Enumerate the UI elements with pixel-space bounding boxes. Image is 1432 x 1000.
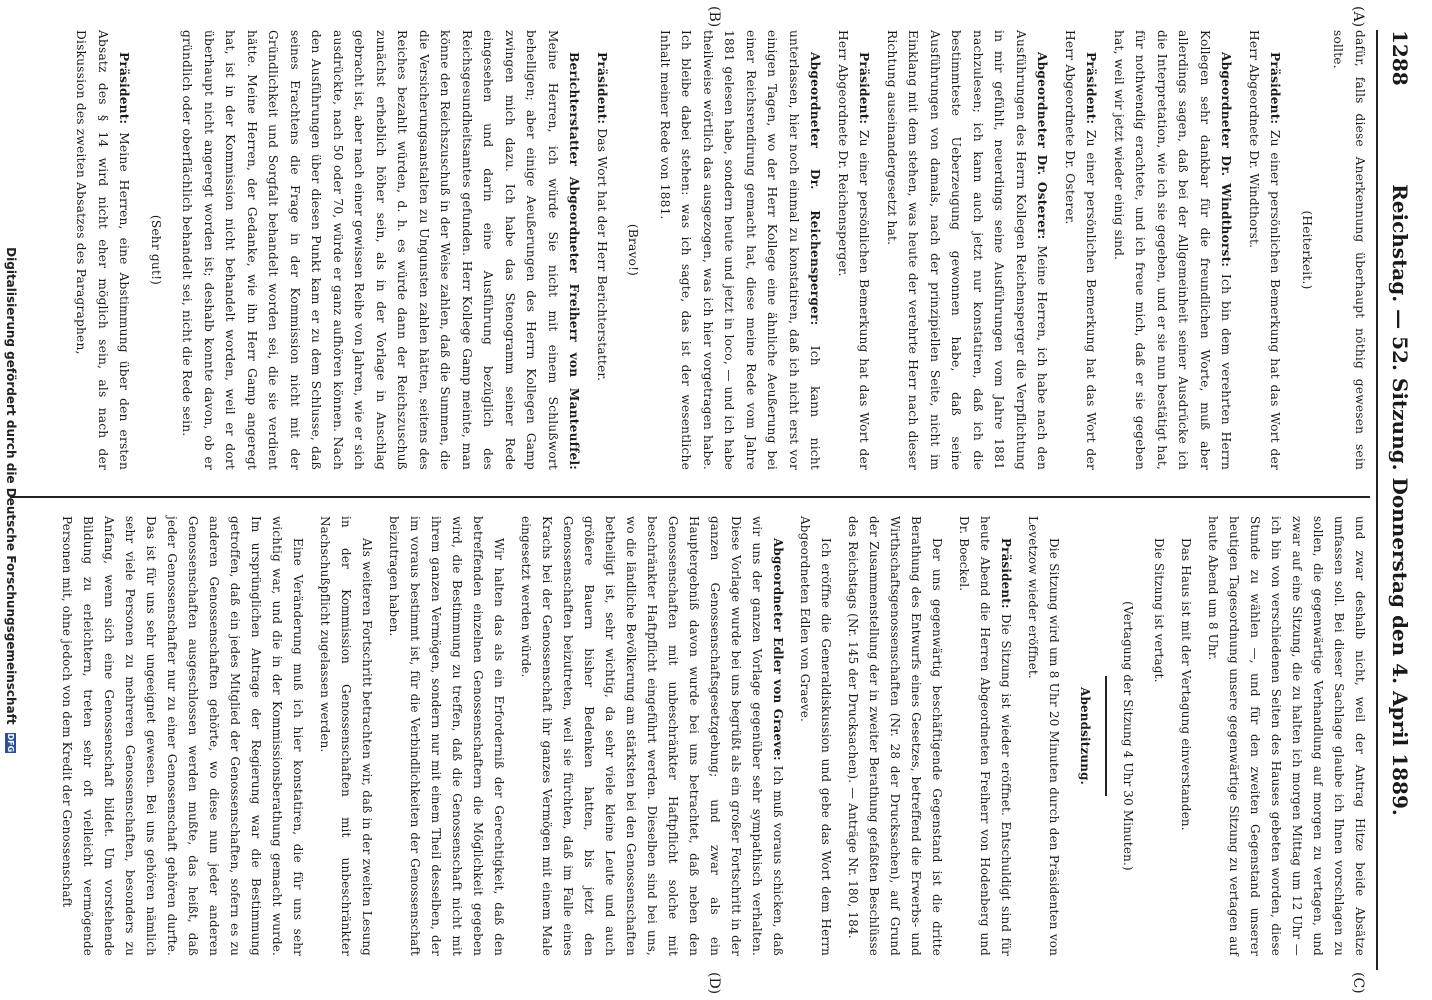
paragraph: [515, 516, 788, 956]
paragraph: [622, 30, 644, 470]
paragraph: [654, 30, 826, 470]
paragraph-text: Ich eröffne die Generaldiskussion und gebe das Wort dem Herrn Abgeordneten Edlen von Graeve.: [798, 516, 833, 956]
paragraph-text: Das Wort hat der Herr Berichterstatter.: [595, 128, 609, 382]
paragraph-text: Der uns gegenwärtig beschäftigende Gegenstand ist die dritte Berathung des Entwurfs eines Gesetzes, betreffend die Erwerbs- und Wirthschaftsgenossenschaften (Nr. 28 der Drucksachen), auf Grund der Zusammenstellung der in zweiter Berathung gefaßten Beschlüsse des Reichstags (Nr. 145 der Drucksachen). — Anträge Nr. 180, 184.: [846, 516, 944, 956]
paragraph-text: Als weiteren Fortschritt betrachten wir, daß in der zweiten Lesung in der Kommission Genossenschaften mit unbeschränkter Nachschußpflicht zugelassen werden.: [318, 516, 374, 956]
paragraph: [953, 516, 1016, 956]
paragraph: [1202, 516, 1370, 956]
paragraph: [176, 30, 585, 470]
dfg-logo-icon: DFG: [6, 733, 15, 753]
speaker-name: Abgeordneter Dr. Reichensperger:: [808, 52, 823, 326]
speaker-name: Präsident:: [117, 52, 132, 125]
paragraph-text: (Sehr gut!): [149, 214, 163, 286]
speaker-name: Abgeordneter Edler von Graeve:: [771, 538, 785, 761]
speaker-name: Präsident:: [595, 52, 609, 125]
paragraph-text: Eine Veränderung muß ich hier konstatiren, die für uns sehr wichtig war, und die in der Kommissionsberathung gemacht wurde. Im ursprünglichen Antrage der Regierung war die Bestimmung getroffen, daß ein jedes Mitglied der Genossenschaften, sofern es zu anderen Genossenschaften gehörte, wo diese nun jeder anderen Genossenschaften ausgeschlossen werden mußte, das heißt, daß jeder Genossenschafter nur zu einer Genossenschaft gehören durfte. Das ist für uns sehr ungeeignet gewesen. Bei uns gehören nämlich sehr viele Personen zu mehreren Genossenschaften, besonders zu Anfang, wenn sich eine Genossenschaft bildet. Um vorstehende Bildung zu erleichtern, treten sehr oft vielleicht vermögende Personen mit, ohne jedoch von dem Kredit der Genossenschaft: [60, 516, 305, 956]
paragraph: [1148, 516, 1169, 956]
paragraph: [56, 516, 308, 956]
paragraph: [1059, 30, 1102, 470]
paragraph-text: und zwar deshalb nicht, weil der Antrag Hitze beide Absätze umfassen soll. Bei dieser Sachlage glaube ich Ihnen vorschlagen zu sollen, die gegenwärtige Verhandlung auf morgen zu vertagen, und zwar auf eine Sitzung, die zu halten ich morgen Mittag um 12 Uhr — ich bin von verschiedenen Seiten des Hauses gebeten worden, diese Stunde zu wählen —, und für den zweiten Gegenstand unserer heutigen Tagesordnung unsere gegenwärtige Sitzung zu vertagen auf heute Abend um 8 Uhr.: [1206, 516, 1367, 956]
speaker-name: Präsident:: [857, 52, 872, 125]
paragraph: [1074, 516, 1095, 956]
margin-mark-b: (B): [706, 6, 722, 28]
paragraph-text: Ich kann nicht unterlassen, hier noch einmal zu konstatiren, daß ich nicht erst vor einigen Tagen, wo der Herr Kollege eine ähnliche Aeußerung bei einer Reichsrendirung gemacht hat, diese meine Rede vom Jahre 1881 gelesen habe, sondern heute und jetzt in loco, — und ich habe theilweise wörtlich das ausgezogen, was ich hier vorgetragen habe. Ich bleibe dabei stehen: was ich sagte, das ist der wesentliche Inhalt meiner Rede von 1881.: [658, 30, 823, 470]
speaker-name: Abgeordneter Dr. Osterer:: [1035, 52, 1050, 240]
paragraph: [1108, 30, 1237, 470]
speaker-name: Berichterstatter Abgeordneter Freiherr von Manteuffel:: [567, 52, 582, 470]
paragraph: [1327, 30, 1370, 470]
paragraph-text: Meine Herren, eine Abstimmung über den ersten Absatz des § 14 wird nicht eher möglich sein, als nach der Diskussion des zweiten Absatzes des Paragraphen,: [74, 30, 132, 470]
paragraph: [794, 516, 836, 956]
paragraph-text: Das Haus ist mit der Vertagung einverstanden.: [1179, 538, 1193, 831]
paragraph: [383, 516, 509, 956]
page-number: 1288: [1388, 30, 1412, 86]
paragraph: [842, 516, 947, 956]
speaker-name: Präsident:: [999, 538, 1013, 609]
paragraph-text: Die Sitzung ist wieder eröffnet. Entschuldigt sind für heute Abend die Herren Abgeordneten Freiherr von Hodenberg und Dr. Boeckel.: [957, 516, 1013, 956]
paragraph: [881, 30, 1053, 470]
paragraph-text: (Bravo!): [626, 223, 641, 277]
speaker-name: Präsident:: [1268, 52, 1283, 125]
paragraph-text: Zu einer persönlichen Bemerkung hat das Wort der Herr Abgeordnete Dr. Osterer.: [1063, 30, 1099, 470]
paragraph: [1022, 516, 1064, 956]
paragraph-text: Ich muß voraus schicken, daß wir uns der ganzen Vorlage gegenüber sehr sympathisch verhalten. Diese Vorlage wurde bei uns begrüßt als ein großer Fortschritt in der ganzen Genossenschaftsgesetzgebung; und zwar als ein Hauptergebniß davon wurde bei uns betrachtet, daß neben den Genossenschaften mit unbeschränkter Haftpflicht solche mit beschränkter Haftpflicht eingeführt werden. Dieselben sind bei uns, wo die ländliche Bevölkerung am stärksten bei den Genossenschaften betheiligt ist, sehr wichtig, da sehr viele kleine Leute und auch größere Bauern bisher Bedenken hatten, bis jetzt den Genossenschaften beizutreten, weil sie fürchten, daß im Falle eines Krachs bei der Genossenschaft ihr ganzes Vermögen mit einem Male eingesetzt werden würde.: [519, 516, 785, 956]
speaker-name: Abgeordneter Dr. Windthorst:: [1219, 52, 1234, 268]
paragraph-text: Zu einer persönlichen Bemerkung hat das Wort der Herr Abgeordnete Dr. Windthorst.: [1247, 30, 1283, 470]
paragraph: [1117, 516, 1138, 956]
page-header: [1376, 30, 1416, 970]
paragraph-text: dafür, falls diese Anerkennung überhaupt nöthig gewesen sein sollte.: [1331, 30, 1367, 470]
paragraph: [1296, 30, 1318, 470]
paragraph: [314, 516, 377, 956]
paragraph-text: Abendsitzung.: [1078, 687, 1092, 785]
paragraph-text: Wir halten das als ein Erforderniß der Gerechtigkeit, daß den betreffenden einzelnen Genossenschaftern die Möglichkeit gegeben wird, die Bestimmung zu treffen, daß die Genossenschaft nicht mit ihrem ganzen Vermögen, sondern nur mit einem Theil desselben, der im voraus bestimmt ist, für die Verbindlichkeiten der Genossenschaft beizutragen haben.: [387, 516, 506, 956]
paragraph-text: Zu einer persönlichen Bemerkung hat das Wort der Herr Abgeordnete Dr. Reichensperger.: [836, 30, 872, 470]
paragraph-text: Die Sitzung wird um 8 Uhr 20 Minuten durch den Präsidenten von Levetzow wieder eröffnet.: [1026, 516, 1061, 956]
paragraph: [145, 30, 167, 470]
margin-mark-d: (D): [706, 972, 722, 995]
paragraph: [70, 30, 135, 470]
section-divider: [1105, 676, 1107, 796]
digitization-footer: [4, 0, 18, 1000]
paragraph-text: Ich bin dem verehrten Herrn Kollegen sehr dankbar für die freundlichen Worte, muß aber allerdings sagen, daß bei der Allgemeinheit seiner Ausdrücke ich die Interpretation, wie ich sie gegeben, und er sie nun bestätigt hat, für nothwendig erachtete, und ich freue mich, daß er sie gegeben hat, weil wir jetzt wieder einig sind.: [1112, 30, 1234, 470]
paragraph-text: Meine Herren, ich habe nach den Ausführungen des Herrn Kollegen Reichensperger die Verpflichtung in mir gefühlt, neuerdings seine Ausführungen vom Jahre 1881 nachzulesen; ich kann auch jetzt nur konstatiren, daß ich die bestimmteste Ueberzeugung gewonnen habe, daß seine Ausführungen von damals, nach der prinzipiellen Seite, nicht im Einklang mit dem stehen, was heute der verehrte Herr nach dieser Richtung auseinandergesetzt hat.: [885, 30, 1050, 470]
paragraph: [1175, 516, 1196, 956]
margin-mark-c: (C): [1350, 972, 1366, 994]
paragraph: [591, 30, 613, 470]
paragraph: [1243, 30, 1286, 470]
paragraph-text: Meine Herren, ich würde Sie nicht mit einem Schlußwort behelligen; aber einige Aeußerungen des Herrn Kollegen Gamp zwingen mich dazu. Ich habe das Stenogramm seiner Rede eingesehen und darin eine Ausführung bezüglich des Reichsgesundheitsamtes gefunden. Herr Kollege Gamp meinte, man könne den Reichszuschuß in der Weise zahlen, daß die Summen, die die Versicherungsanstalten zu Ungunsten zahlen hätten, seitens des Reiches bezahlt würden, d. h. es würde dann der Reichszuschuß zunächst erheblich höher sein, als in der Vorlage in Anschlag gebracht ist, aber nach einer gewissen Reihe von Jahren, wie er sich ausdrückte, nach 50 oder 70, würde er ganz aufhören können. Nach den Ausführungen über diesen Punkt kam er zu dem Schlusse, daß seines Erachtens die Frage in der Kommission nicht mit der Gründlichkeit und Sorgfalt behandelt worden sei, die sie verdient hätte. Meine Herren, der Gedanke, wie ihn Herr Gamp angeregt hat, ist in der Kommission nicht behandelt worden, weil er dort überhaupt nicht angeregt worden ist; deshalb konnte davon, ob er gründlich oder oberflächlich behandelt sei, nicht die Rede sein.: [180, 30, 560, 470]
speaker-name: Präsident:: [1084, 52, 1099, 125]
column-divider: [10, 496, 1370, 498]
margin-mark-a: (A): [1350, 6, 1366, 28]
paragraph-text: (Heiterkeit.): [1300, 210, 1314, 290]
paragraph-text: Die Sitzung ist vertagt.: [1152, 538, 1166, 683]
paragraph-text: (Vertagung der Sitzung 4 Uhr 30 Minuten.): [1121, 601, 1135, 871]
left-column: [64, 30, 1370, 470]
page-title: Reichstag. — 52. Sitzung. Donnerstag den 4. April 1889.: [1388, 184, 1412, 816]
digitization-text: Digitalisierung gefördert durch die Deutsche Forschungsgemeinschaft: [4, 247, 18, 725]
paragraph: [832, 30, 875, 470]
right-column: [50, 516, 1370, 956]
